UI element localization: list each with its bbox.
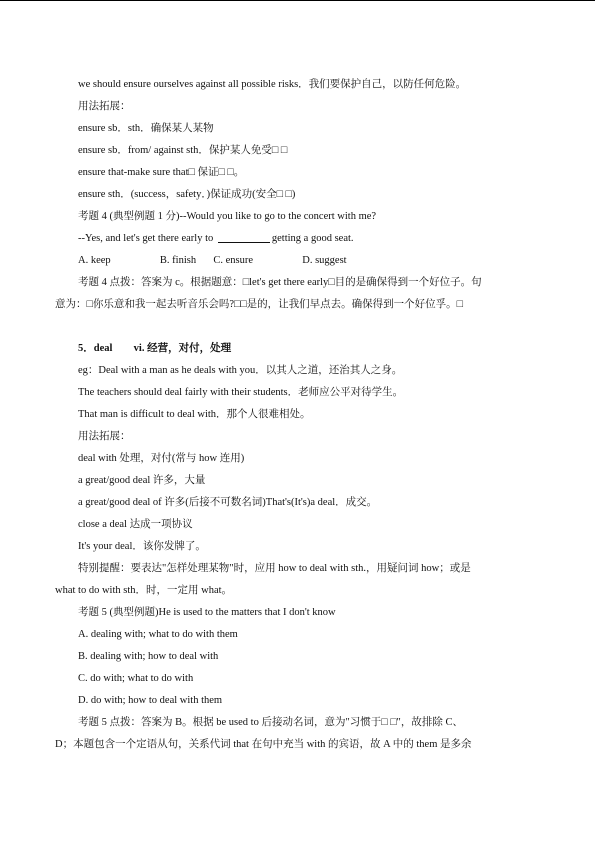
usage-item: a great/good deal of 许多(后接不可数名词)That's(It's)a deal．成交。 [78,497,378,508]
usage-item: close a deal 达成一项协议 [78,519,193,530]
exam-question-5: 考题 5 (典型例题)He is used to the matters that I don't know [78,607,336,618]
usage-item: deal with 处理，对付(常与 how 连用) [78,453,245,464]
options-row [78,254,347,268]
exam-question-4-answer-line [78,232,354,246]
example-sentence: That man is difficult to deal with．那个人很难相处。 [78,409,311,420]
option-d: D. do with; how to deal with them [78,695,223,706]
explanation-4-cont: 意为：□你乐意和我一起去听音乐会吗?□□是的，让我们早点去。确保得到一个好位孚。□ [55,299,464,310]
example-sentence: The teachers should deal fairly with their students．老师应公平对待学生。 [78,387,404,398]
usage-item: ensure sb．sth．确保某人某物 [78,123,214,134]
usage-item: ensure that-make sure that□ 保证□ □。 [78,167,245,178]
option-b: B. dealing with; how to deal with [78,651,219,662]
section-heading-deal [78,342,231,356]
usage-item: ensure sb．from/ against sth．保护某人免受□ □ [78,145,288,156]
usage-item: It's your deal．该你发牌了。 [78,541,206,552]
answer-line-end: getting a good seat. [271,233,354,244]
answer-line-start: --Yes, and let's get there early to [78,233,214,244]
usage-item: a great/good deal 许多，大量 [78,475,206,486]
usage-extension-heading: 用法拓展： [78,101,131,112]
exam-question-4: 考题 4 (典型例题 1 分)--Would you like to go to the concert with me? [78,211,377,222]
explanation-4: 考题 4 点拨：答案为 c。根据题意：□let's get there early□目的是确保得到一个好位子。句 [78,277,482,288]
option-c: C. do with; what to do with [78,673,194,684]
fill-in-blank [218,232,270,243]
option-a: A. dealing with; what to do with them [78,629,238,640]
usage-item: ensure sth．(success，safety．)保证成功(安全□ □) [78,189,296,200]
option-b: B. finish [159,255,197,266]
section-meaning: vi. 经营，对付，处理 [133,343,232,354]
usage-extension-heading: 用法拓展： [78,431,131,442]
explanation-5-cont: D；本题包含一个定语从句，关系代词 that 在句中充当 with 的宾语，故 A 中的 them 是多余 [55,739,472,750]
example-sentence: we should ensure ourselves against all possible risks．我们要保护自己，以防任何危险。 [78,79,467,90]
option-d: D. suggest [302,255,347,266]
explanation-5: 考题 5 点拨：答案为 B。根据 be used to 后接动名词，意为"习惯于□ □"，故排除 C、 [78,717,463,728]
special-note: 特别提醒：要表达"怎样处理某物"时，应用 how to deal with sth.，用疑问词 how；或是 [78,563,471,574]
page-top-border [0,0,595,1]
example-sentence: eg：Deal with a man as he deals with you．以其人之道，还治其人之身。 [78,365,403,376]
special-note-cont: what to do with sth．时，一定用 what。 [55,585,233,596]
section-number-word: 5．deal [78,343,113,354]
option-a: A. keep [78,255,111,266]
option-c: C. ensure [213,255,253,266]
